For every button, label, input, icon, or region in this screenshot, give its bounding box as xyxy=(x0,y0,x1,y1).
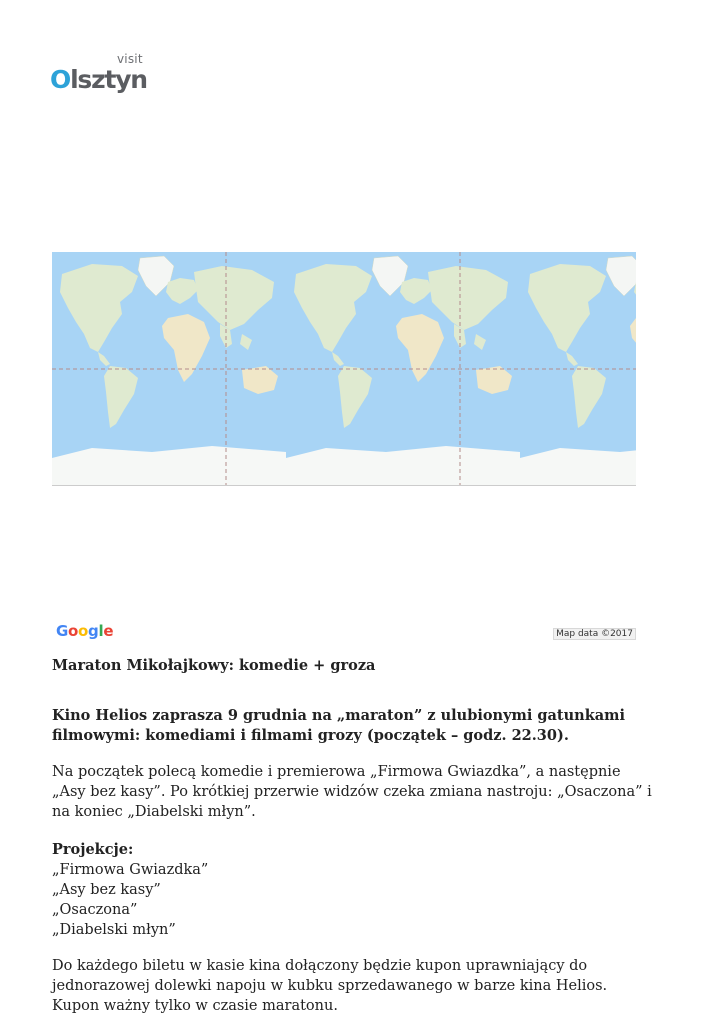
article-outro: Do każdego biletu w kasie kina dołączony będzie kupon uprawniający do jednorazowej dolewki napoju w kubku sprzedawanego w barze kina Helios. Kupon ważny tylko w czasie maratonu. xyxy=(52,958,608,1014)
logo-letters-rest: lsztyn xyxy=(70,65,147,94)
map-tiles xyxy=(52,252,636,486)
map-data-credit[interactable]: Map data ©2017 xyxy=(553,628,636,640)
logo-wordmark xyxy=(50,66,147,94)
world-map[interactable] xyxy=(52,252,636,486)
list-item: „Asy bez kasy” xyxy=(52,882,161,898)
article xyxy=(52,656,652,1034)
projections-heading: Projekcje: xyxy=(52,841,134,858)
article-intro: Na początek polecą komedie i premierowa „Firmowa Gwiazdka”, a następnie „Asy bez kasy”. Po krótkiej przerwie widzów czeka zmiana nastroju: „Osaczona” i na koniec „Diabelski młyn”. xyxy=(52,764,652,820)
article-title: Maraton Mikołajkowy: komedie + groza xyxy=(52,657,376,674)
projections-list xyxy=(52,860,652,940)
list-item: „Diabelski młyn” xyxy=(52,922,176,938)
logo-letter-o: O xyxy=(50,65,71,94)
google-logo[interactable]: Google xyxy=(56,622,114,640)
list-item: „Osaczona” xyxy=(52,902,138,918)
visit-olsztyn-logo[interactable] xyxy=(50,52,147,98)
article-lead: Kino Helios zaprasza 9 grudnia na „maraton” z ulubionymi gatunkami filmowymi: komediami i filmami grozy (początek – godz. 22.30). xyxy=(52,707,625,744)
map-footer xyxy=(52,622,636,644)
logo-visit-text: visit xyxy=(117,52,143,66)
list-item: „Firmowa Gwiazdka” xyxy=(52,862,209,878)
